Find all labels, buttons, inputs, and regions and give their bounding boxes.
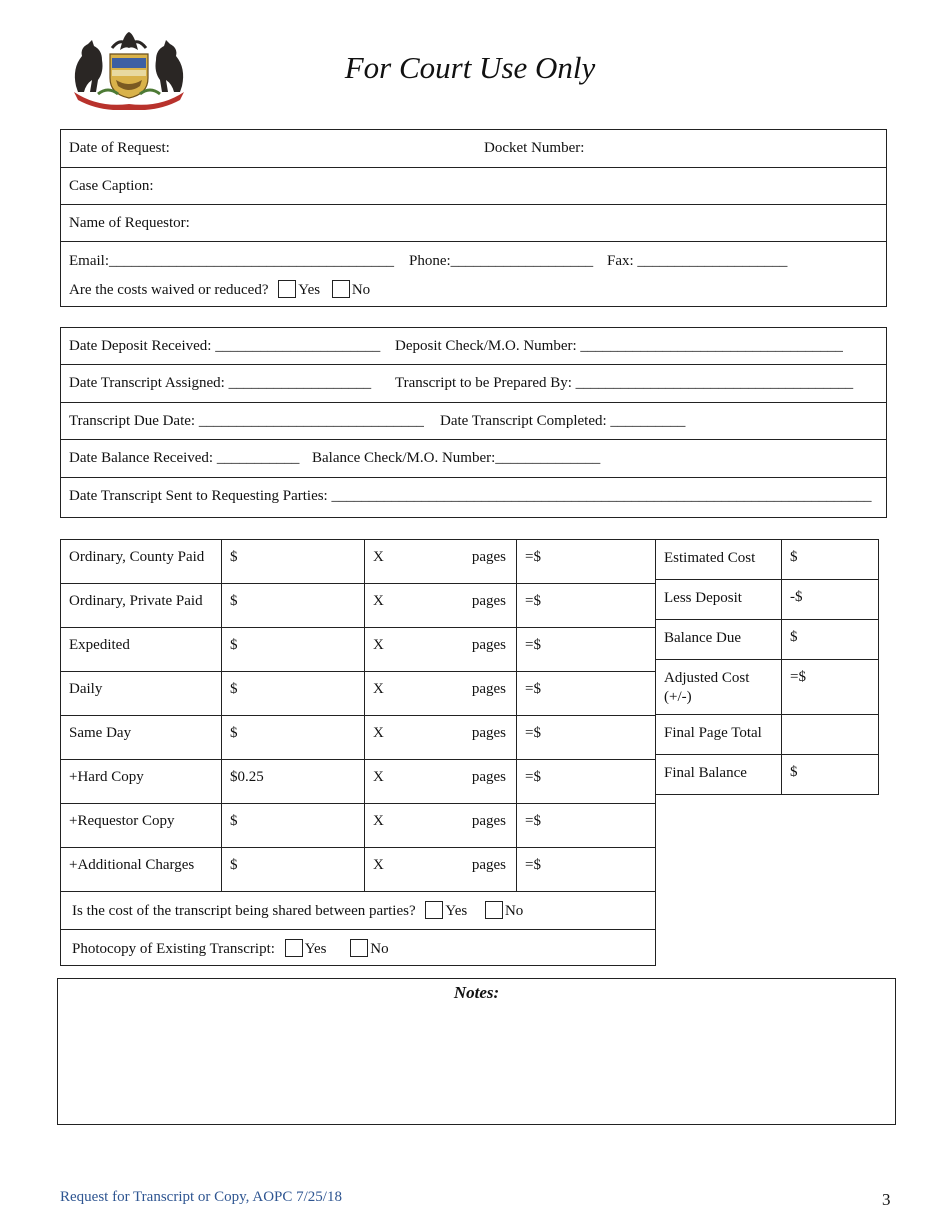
fee-total-field[interactable]: =$	[517, 716, 656, 760]
shared-cost-no-label: No	[504, 903, 524, 919]
shared-cost-row	[61, 892, 656, 930]
pages-label: pages	[471, 549, 506, 565]
summary-row	[656, 755, 879, 795]
summary-label-cell	[656, 580, 782, 620]
summary-label: Estimated Cost	[664, 550, 756, 566]
costs-waived-question	[69, 280, 370, 299]
sent-row	[61, 478, 886, 517]
pages-label: pages	[471, 593, 506, 609]
fee-rate-field[interactable]: $	[222, 672, 365, 716]
summary-label: Adjusted Cost	[664, 670, 750, 686]
fee-row	[61, 848, 656, 892]
fee-total-field[interactable]: =$	[517, 628, 656, 672]
summary-value-field[interactable]: =$	[782, 660, 879, 715]
summary-label: Less Deposit	[664, 590, 742, 606]
date-transcript-assigned-field[interactable]: Date Transcript Assigned: ___________________	[69, 375, 372, 391]
shared-cost-yes-label: Yes	[445, 903, 468, 919]
contact-row	[61, 242, 886, 306]
summary-value-field[interactable]	[782, 715, 879, 755]
cost-summary-table	[655, 539, 879, 795]
case-caption-row	[61, 168, 886, 205]
summary-row	[656, 540, 879, 580]
pages-label: pages	[471, 813, 506, 829]
fee-type-label: +Requestor Copy	[61, 804, 222, 848]
email-field[interactable]: Email:______________________________________	[69, 253, 394, 269]
fee-pages-field[interactable]	[365, 760, 517, 804]
pages-label: pages	[471, 857, 506, 873]
fee-total-field[interactable]: =$	[517, 804, 656, 848]
processing-section	[60, 327, 887, 518]
fee-pages-field[interactable]	[365, 672, 517, 716]
summary-label-cell	[656, 660, 782, 715]
fee-type-label: Expedited	[61, 628, 222, 672]
fee-type-label: Ordinary, County Paid	[61, 540, 222, 584]
pages-label: pages	[471, 637, 506, 653]
summary-value-field[interactable]: $	[782, 540, 879, 580]
photocopy-yes-checkbox[interactable]	[285, 939, 303, 957]
summary-label-cell	[656, 715, 782, 755]
shared-cost-label: Is the cost of the transcript being shared between parties?	[72, 903, 416, 919]
fee-rate-field[interactable]: $	[222, 804, 365, 848]
photocopy-row	[61, 930, 656, 966]
photocopy-yes-label: Yes	[304, 941, 327, 957]
costs-waived-no-label: No	[351, 282, 371, 298]
page-number: 3	[882, 1190, 891, 1209]
fee-total-field[interactable]: =$	[517, 540, 656, 584]
photocopy-label: Photocopy of Existing Transcript:	[72, 941, 275, 957]
balance-row	[61, 440, 886, 478]
photocopy-no-checkbox[interactable]	[350, 939, 368, 957]
multiply-label: X	[373, 813, 384, 829]
summary-label: Final Page Total	[664, 725, 762, 741]
costs-waived-yes-checkbox[interactable]	[278, 280, 296, 298]
multiply-label: X	[373, 857, 384, 873]
fee-row	[61, 540, 656, 584]
summary-row	[656, 580, 879, 620]
shared-cost-no-checkbox[interactable]	[485, 901, 503, 919]
fee-type-label: Ordinary, Private Paid	[61, 584, 222, 628]
case-caption-label: Case Caption:	[69, 178, 154, 194]
costs-waived-yes-label: Yes	[298, 282, 321, 298]
fee-rate-field[interactable]: $	[222, 584, 365, 628]
fee-rate-field[interactable]: $0.25	[222, 760, 365, 804]
fee-row	[61, 804, 656, 848]
fee-type-label: Same Day	[61, 716, 222, 760]
assignment-row	[61, 365, 886, 403]
due-date-row	[61, 403, 886, 440]
photocopy-no-label: No	[370, 941, 389, 957]
pages-label: pages	[471, 681, 506, 697]
fee-pages-field[interactable]	[365, 804, 517, 848]
summary-row	[656, 620, 879, 660]
fee-pages-field[interactable]	[365, 540, 517, 584]
fee-total-field[interactable]: =$	[517, 848, 656, 892]
multiply-label: X	[373, 725, 384, 741]
date-balance-received-field[interactable]: Date Balance Received: ___________	[69, 450, 300, 466]
fee-total-field[interactable]: =$	[517, 584, 656, 628]
fee-row	[61, 628, 656, 672]
fax-field[interactable]: Fax: ____________________	[607, 253, 788, 269]
footer-text: Request for Transcript or Copy, AOPC 7/25/18	[60, 1189, 342, 1205]
fee-rate-field[interactable]: $	[222, 540, 365, 584]
docket-number-label: Docket Number:	[484, 140, 585, 156]
multiply-label: X	[373, 681, 384, 697]
date-deposit-received-field[interactable]: Date Deposit Received: ______________________	[69, 338, 381, 354]
summary-value-field[interactable]: $	[782, 620, 879, 660]
fee-rate-field[interactable]: $	[222, 848, 365, 892]
costs-waived-label: Are the costs waived or reduced?	[69, 282, 269, 298]
multiply-label: X	[373, 549, 384, 565]
fee-row	[61, 760, 656, 804]
fee-type-label: +Hard Copy	[61, 760, 222, 804]
multiply-label: X	[373, 593, 384, 609]
request-info-section	[60, 129, 887, 307]
fee-type-label: +Additional Charges	[61, 848, 222, 892]
summary-value-field[interactable]: -$	[782, 580, 879, 620]
fee-pages-field[interactable]	[365, 716, 517, 760]
summary-label-cell	[656, 620, 782, 660]
fee-pages-field[interactable]	[365, 848, 517, 892]
summary-label-cell	[656, 755, 782, 795]
balance-check-number-field[interactable]: Balance Check/M.O. Number:______________	[312, 450, 601, 466]
date-of-request-label: Date of Request:	[69, 140, 170, 156]
fee-row	[61, 672, 656, 716]
summary-value-field[interactable]: $	[782, 755, 879, 795]
summary-row	[656, 715, 879, 755]
pages-label: pages	[471, 769, 506, 785]
summary-row	[656, 660, 879, 715]
multiply-label: X	[373, 637, 384, 653]
fee-table	[60, 539, 656, 966]
fee-total-field[interactable]: =$	[517, 672, 656, 716]
fee-type-label: Daily	[61, 672, 222, 716]
date-docket-row	[61, 130, 886, 168]
page-title: For Court Use Only	[344, 50, 596, 85]
pages-label: pages	[471, 725, 506, 741]
summary-label-cell	[656, 540, 782, 580]
multiply-label: X	[373, 769, 384, 785]
fee-pages-field[interactable]	[365, 584, 517, 628]
summary-label: Balance Due	[664, 630, 742, 646]
notes-box[interactable]	[57, 978, 896, 1125]
deposit-check-number-field[interactable]: Deposit Check/M.O. Number: ___________________________________	[395, 338, 843, 354]
requestor-name-label: Name of Requestor:	[69, 215, 190, 231]
fee-pages-field[interactable]	[365, 628, 517, 672]
transcript-due-date-field[interactable]: Transcript Due Date: ______________________________	[69, 413, 424, 429]
date-sent-field[interactable]: Date Transcript Sent to Requesting Parties: ________________________________________________________________________	[69, 488, 872, 504]
deposit-row	[61, 328, 886, 365]
phone-field[interactable]: Phone:___________________	[409, 253, 594, 269]
summary-label-sub: (+/-)	[664, 689, 692, 705]
costs-waived-no-checkbox[interactable]	[332, 280, 350, 298]
requestor-name-row	[61, 205, 886, 242]
fee-row	[61, 584, 656, 628]
notes-label: Notes:	[453, 983, 500, 1002]
prepared-by-field[interactable]: Transcript to be Prepared By: _____________________________________	[395, 375, 854, 391]
shared-cost-yes-checkbox[interactable]	[425, 901, 443, 919]
fee-row	[61, 716, 656, 760]
fee-rate-field[interactable]: $	[222, 628, 365, 672]
date-completed-field[interactable]: Date Transcript Completed: __________	[440, 413, 686, 429]
fee-rate-field[interactable]: $	[222, 716, 365, 760]
fee-total-field[interactable]: =$	[517, 760, 656, 804]
summary-label: Final Balance	[664, 765, 747, 781]
